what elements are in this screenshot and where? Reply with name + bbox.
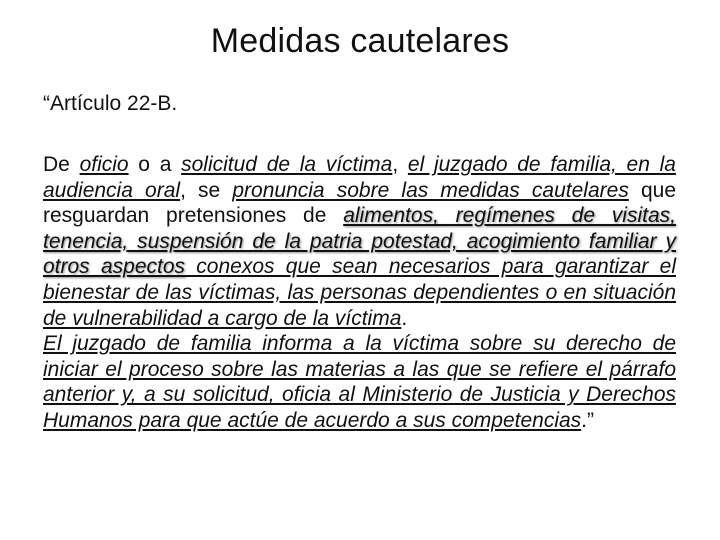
text-segment: oficio: [79, 153, 129, 176]
text-segment: El juzgado de familia informa a la víctima sobre su derecho de iniciar el proceso sobre las materias a las que se refiere el párrafo anterior y, a su solicitud, oficia al Ministerio de Justicia y Derechos Humanos para que actúe de acuerdo a sus competencias: [43, 332, 676, 432]
text-segment: el juzgado de familia, en la audiencia oral: [43, 153, 676, 202]
text-segment: conexos que sean necesarios para garantizar el bienestar de las víctimas, las personas dependientes o en situación de vulnerabilidad a cargo de la víctima: [43, 255, 676, 330]
text-segment: pronuncia sobre las medidas cautelares: [232, 178, 629, 202]
text-segment: De: [43, 153, 80, 176]
text-segment: o a: [128, 153, 182, 176]
text-segment: .”: [581, 408, 594, 432]
text-segment: .: [401, 306, 408, 330]
slide-title: Medidas cautelares: [210, 22, 510, 60]
paragraph-1: [43, 152, 676, 331]
article-body: [43, 152, 676, 434]
text-segment: , se: [180, 178, 233, 202]
paragraph-2: [43, 331, 676, 433]
text-segment: ,: [392, 153, 408, 176]
text-segment: solicitud de la víctima: [181, 153, 393, 176]
text-segment: alimentos, regímenes de visitas, tenencia, suspensión de la patria potestad, acogimiento familiar y otros aspectos: [43, 204, 676, 279]
article-heading: “Artículo 22-B.: [43, 92, 178, 115]
text-segment: que resguardan pretensiones de: [43, 178, 677, 228]
